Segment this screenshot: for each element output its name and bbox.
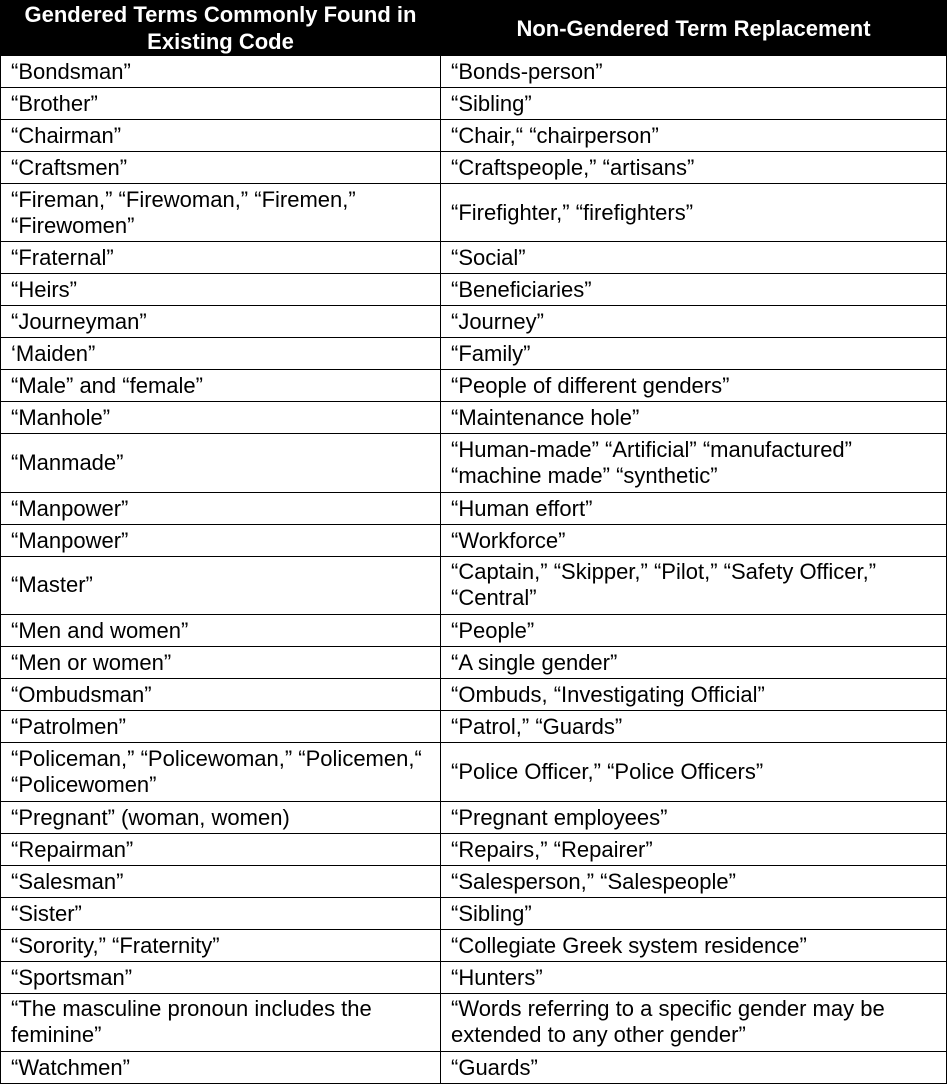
header-replacement-terms: Non-Gendered Term Replacement: [441, 1, 947, 56]
replacement-term-cell: “Chair,“ “chairperson”: [441, 120, 947, 152]
table-row: [1, 993, 947, 1051]
replacement-term-cell: “Collegiate Greek system residence”: [441, 929, 947, 961]
table-row: [1, 88, 947, 120]
replacement-term-cell: “Ombuds, “Investigating Official”: [441, 679, 947, 711]
table-row: [1, 370, 947, 402]
header-row: [1, 1, 947, 56]
table-row: [1, 434, 947, 492]
table-row: [1, 615, 947, 647]
replacement-term-cell: “Workforce”: [441, 524, 947, 556]
replacement-term-cell: “Pregnant employees”: [441, 801, 947, 833]
table-row: [1, 184, 947, 242]
gendered-term-cell: “Chairman”: [1, 120, 441, 152]
replacement-term-cell: “Social”: [441, 242, 947, 274]
gendered-term-cell: “Heirs”: [1, 274, 441, 306]
replacement-term-cell: “Maintenance hole”: [441, 402, 947, 434]
gendered-term-cell: “Manpower”: [1, 492, 441, 524]
replacement-term-cell: “Salesperson,” “Salespeople”: [441, 865, 947, 897]
gendered-term-cell: “Brother”: [1, 88, 441, 120]
replacement-term-cell: “Journey”: [441, 306, 947, 338]
table-row: [1, 306, 947, 338]
header-gendered-terms: Gendered Terms Commonly Found in Existing Code: [1, 1, 441, 56]
replacement-term-cell: “A single gender”: [441, 647, 947, 679]
table-row: [1, 801, 947, 833]
gendered-term-cell: “Patrolmen”: [1, 711, 441, 743]
table-row: [1, 120, 947, 152]
gendered-term-cell: “Bondsman”: [1, 56, 441, 88]
gendered-term-cell: “Watchmen”: [1, 1051, 441, 1083]
gendered-term-cell: “Sister”: [1, 897, 441, 929]
replacement-term-cell: “Firefighter,” “firefighters”: [441, 184, 947, 242]
table-row: [1, 524, 947, 556]
table-row: [1, 897, 947, 929]
table-row: [1, 338, 947, 370]
replacement-term-cell: “Hunters”: [441, 961, 947, 993]
gendered-term-cell: “Sportsman”: [1, 961, 441, 993]
replacement-term-cell: “Human-made” “Artificial” “manufactured” “machine made” “synthetic”: [441, 434, 947, 492]
replacement-term-cell: “Sibling”: [441, 88, 947, 120]
table-row: [1, 865, 947, 897]
replacement-term-cell: “People of different genders”: [441, 370, 947, 402]
replacement-term-cell: “Guards”: [441, 1051, 947, 1083]
gendered-term-cell: “Sorority,” “Fraternity”: [1, 929, 441, 961]
table-row: [1, 647, 947, 679]
table-row: [1, 679, 947, 711]
gendered-term-cell: “Craftsmen”: [1, 152, 441, 184]
table-row: [1, 743, 947, 801]
table-row: [1, 242, 947, 274]
gendered-term-cell: “Master”: [1, 556, 441, 614]
gendered-term-cell: “Fraternal”: [1, 242, 441, 274]
gendered-term-cell: “Ombudsman”: [1, 679, 441, 711]
replacement-term-cell: “Words referring to a specific gender may be extended to any other gender”: [441, 993, 947, 1051]
table-row: [1, 1051, 947, 1083]
replacement-term-cell: “Craftspeople,” “artisans”: [441, 152, 947, 184]
table-row: [1, 556, 947, 614]
table-row: [1, 961, 947, 993]
gendered-term-cell: ‘Maiden”: [1, 338, 441, 370]
gendered-term-cell: “Repairman”: [1, 833, 441, 865]
table-row: [1, 56, 947, 88]
replacement-term-cell: “Repairs,” “Repairer”: [441, 833, 947, 865]
replacement-term-cell: “Police Officer,” “Police Officers”: [441, 743, 947, 801]
gendered-term-cell: “Journeyman”: [1, 306, 441, 338]
gendered-term-cell: “Manpower”: [1, 524, 441, 556]
table-row: [1, 152, 947, 184]
replacement-term-cell: “Sibling”: [441, 897, 947, 929]
replacement-term-cell: “Family”: [441, 338, 947, 370]
table-body: [1, 56, 947, 1084]
replacement-term-cell: “Bonds-person”: [441, 56, 947, 88]
gendered-term-cell: “Manhole”: [1, 402, 441, 434]
table-row: [1, 492, 947, 524]
gendered-term-cell: “Pregnant” (woman, women): [1, 801, 441, 833]
replacement-term-cell: “Captain,” “Skipper,” “Pilot,” “Safety Officer,” “Central”: [441, 556, 947, 614]
gendered-term-cell: “Manmade”: [1, 434, 441, 492]
gendered-term-cell: “Salesman”: [1, 865, 441, 897]
replacement-term-cell: “Human effort”: [441, 492, 947, 524]
table-row: [1, 711, 947, 743]
table-row: [1, 833, 947, 865]
replacement-term-cell: “Patrol,” “Guards”: [441, 711, 947, 743]
table-row: [1, 929, 947, 961]
gendered-term-cell: “Male” and “female”: [1, 370, 441, 402]
gendered-term-cell: “Men and women”: [1, 615, 441, 647]
table-row: [1, 274, 947, 306]
replacement-term-cell: “People”: [441, 615, 947, 647]
table-row: [1, 402, 947, 434]
gendered-term-cell: “The masculine pronoun includes the feminine”: [1, 993, 441, 1051]
gendered-term-cell: “Policeman,” “Policewoman,” “Policemen,“ “Policewomen”: [1, 743, 441, 801]
gendered-term-cell: “Fireman,” “Firewoman,” “Firemen,” “Firewomen”: [1, 184, 441, 242]
gendered-term-cell: “Men or women”: [1, 647, 441, 679]
replacement-term-cell: “Beneficiaries”: [441, 274, 947, 306]
